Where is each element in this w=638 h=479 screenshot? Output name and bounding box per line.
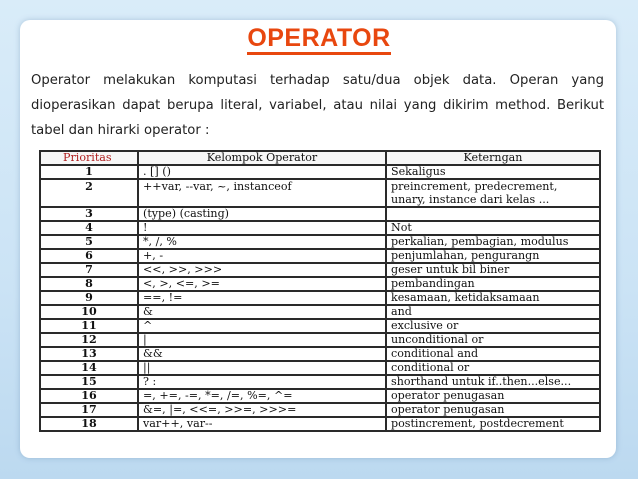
priority-cell: 12 [40,333,138,347]
table-row [40,375,600,389]
intro-paragraph: Operator melakukan komputasi terhadap satu/dua objek data. Operan yang dioperasikan dapat berupa literal, variabel, atau nilai yang dikirim method. Berikut tabel dan hirarki operator : [31,73,604,138]
description-cell: unconditional or [386,333,600,347]
priority-cell: 14 [40,361,138,375]
table-row [40,235,600,249]
description-cell: postincrement, postdecrement [386,417,600,431]
table-row [40,403,600,417]
priority-cell: 2 [40,179,138,207]
header-keterangan: Keterngan [386,151,600,165]
priority-cell: 6 [40,249,138,263]
description-cell: Not [386,221,600,235]
table-row [40,207,600,221]
description-cell: conditional or [386,361,600,375]
table-row [40,347,600,361]
operator-group-cell: +, - [138,249,386,263]
priority-cell: 5 [40,235,138,249]
table-row [40,249,600,263]
priority-cell: 13 [40,347,138,361]
operator-group-cell: | [138,333,386,347]
description-cell: operator penugasan [386,389,600,403]
operator-table [39,150,601,432]
priority-cell: 10 [40,305,138,319]
table-row [40,221,600,235]
operator-group-cell: *, /, % [138,235,386,249]
priority-cell: 17 [40,403,138,417]
priority-cell: 15 [40,375,138,389]
operator-group-cell: =, +=, -=, *=, /=, %=, ^= [138,389,386,403]
priority-cell: 9 [40,291,138,305]
description-cell: penjumlahan, pengurangn [386,249,600,263]
operator-group-cell: ? : [138,375,386,389]
operator-group-cell: . [] () [138,165,386,179]
table-row [40,389,600,403]
table-header-row [40,151,600,165]
description-cell: shorthand untuk if..then...else... [386,375,600,389]
operator-group-cell: <, >, <=, >= [138,277,386,291]
table-row [40,179,600,207]
priority-cell: 7 [40,263,138,277]
operator-table-image [39,150,601,453]
table-row [40,291,600,305]
table-row [40,417,600,431]
operator-group-cell: & [138,305,386,319]
table-row [40,165,600,179]
slide-title: OPERATOR [0,24,638,53]
description-cell: and [386,305,600,319]
operator-group-cell: &=, |=, <<=, >>=, >>>= [138,403,386,417]
operator-group-cell: var++, var-- [138,417,386,431]
priority-cell: 11 [40,319,138,333]
description-cell: perkalian, pembagian, modulus [386,235,600,249]
description-cell: kesamaan, ketidaksamaan [386,291,600,305]
description-cell: preincrement, predecrement, unary, instance dari kelas ... [386,179,600,207]
description-cell: Sekaligus [386,165,600,179]
table-row [40,333,600,347]
header-kelompok-operator: Kelompok Operator [138,151,386,165]
priority-cell: 18 [40,417,138,431]
priority-cell: 3 [40,207,138,221]
description-cell: pembandingan [386,277,600,291]
operator-group-cell: ^ [138,319,386,333]
operator-group-cell: (type) (casting) [138,207,386,221]
priority-cell: 1 [40,165,138,179]
priority-cell: 16 [40,389,138,403]
description-cell: operator penugasan [386,403,600,417]
header-prioritas: Prioritas [40,151,138,165]
description-cell: exclusive or [386,319,600,333]
table-row [40,361,600,375]
priority-cell: 4 [40,221,138,235]
table-row [40,319,600,333]
operator-group-cell: ! [138,221,386,235]
description-cell: geser untuk bil biner [386,263,600,277]
operator-group-cell: || [138,361,386,375]
description-cell [386,207,600,221]
table-row [40,305,600,319]
operator-group-cell: && [138,347,386,361]
operator-group-cell: ==, != [138,291,386,305]
operator-group-cell: <<, >>, >>> [138,263,386,277]
table-row [40,263,600,277]
operator-group-cell: ++var, --var, ~, instanceof [138,179,386,207]
description-cell: conditional and [386,347,600,361]
table-row [40,277,600,291]
priority-cell: 8 [40,277,138,291]
